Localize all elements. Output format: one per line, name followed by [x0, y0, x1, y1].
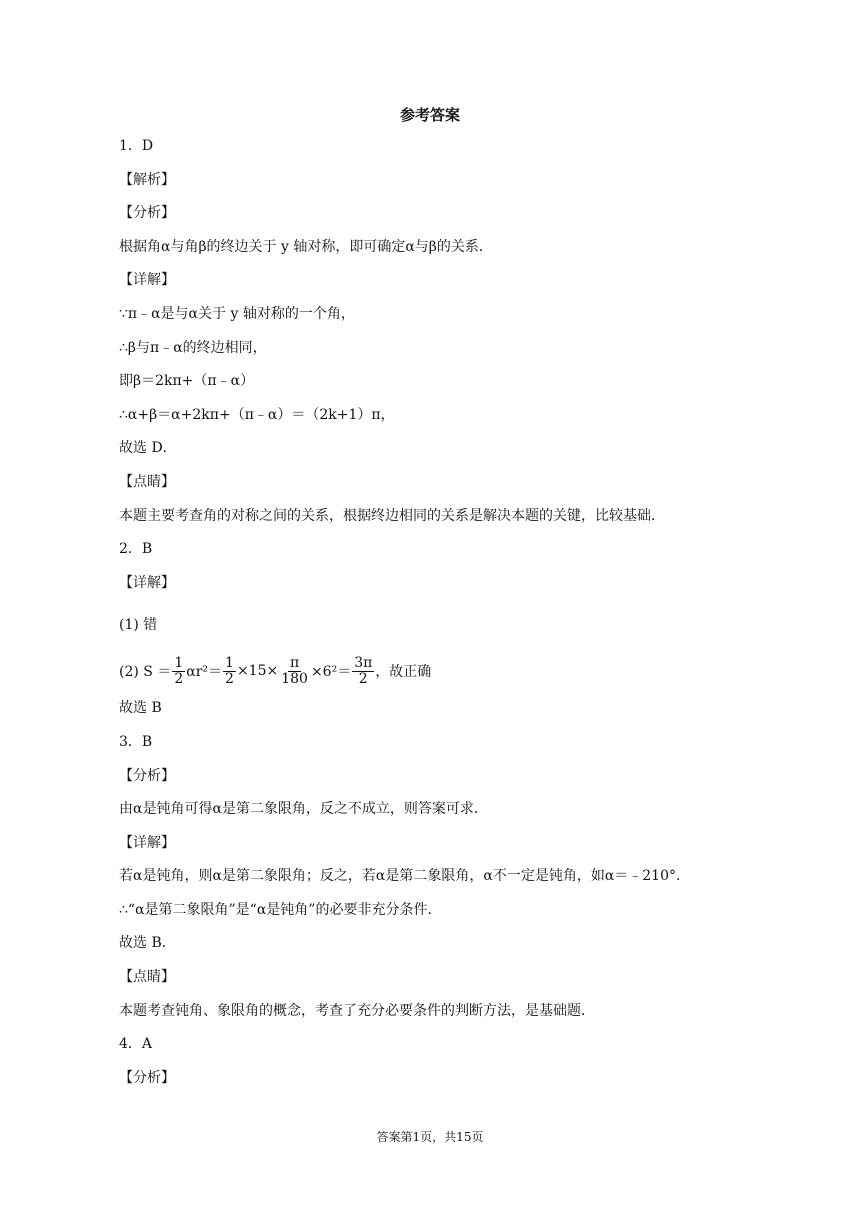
q1-dianjing-text: 本题主要考查角的对称之间的关系，根据终边相同的关系是解决本题的关键，比较基础．	[119, 507, 665, 524]
q1-fenxi-text: 根据角α与角β的终边关于 y 轴对称，即可确定α与β的关系．	[119, 238, 493, 255]
q1-fenxi-heading: 【分析】	[119, 205, 175, 222]
fraction-numerator: 1	[174, 655, 184, 672]
fraction-denominator: 2	[174, 670, 184, 687]
q1-step-1: ∵π﹣α是与α关于 y 轴对称的一个角，	[119, 305, 355, 322]
fraction-denominator: 2	[358, 670, 368, 687]
q3-step-1: 若α是钝角，则α是第二象限角；反之，若α是第二象限角，α不一定是钝角，如α＝﹣210°．	[119, 868, 690, 885]
q1-step-2: ∴β与π﹣α的终边相同，	[119, 339, 267, 356]
formula-prefix: (2) S ＝	[119, 664, 172, 681]
q1-answer: 1．D	[119, 138, 154, 154]
q1-dianjing-heading: 【点睛】	[119, 473, 175, 490]
q1-choice: 故选 D．	[119, 440, 177, 457]
fraction-half-1	[172, 656, 185, 686]
q3-choice: 故选 B．	[119, 935, 176, 952]
formula-suffix: ，故正确	[375, 664, 432, 681]
formula-alpha-r2: αr²＝	[186, 664, 223, 681]
page-title: 参考答案	[399, 106, 460, 124]
fraction-numerator: π	[289, 655, 300, 672]
q4-answer: 4．A	[119, 1036, 153, 1053]
q2-answer: 2．B	[119, 541, 153, 558]
q2-xiangjie-heading: 【详解】	[119, 574, 175, 591]
formula-times-15: ×15×	[236, 663, 279, 680]
q3-dianjing-text: 本题考查钝角、象限角的概念，考查了充分必要条件的判断方法，是基础题．	[119, 1002, 595, 1019]
q3-fenxi-heading: 【分析】	[119, 767, 175, 784]
fraction-numerator: 3π	[354, 655, 373, 672]
fraction-denominator: 2	[225, 670, 234, 687]
q3-answer: 3．B	[119, 733, 153, 750]
q3-fenxi-text: 由α是钝角可得α是第二象限角，反之不成立，则答案可求．	[119, 801, 488, 818]
q2-formula-line	[119, 645, 749, 697]
formula-times-36: ×6²＝	[310, 664, 352, 681]
q3-step-2: ∴“α是第二象限角”是“α是钝角”的必要非充分条件．	[119, 901, 442, 918]
fraction-numerator: 1	[225, 655, 234, 672]
q4-fenxi-heading: 【分析】	[119, 1069, 175, 1086]
q3-xiangjie-heading: 【详解】	[119, 834, 175, 851]
q1-xiangjie-heading: 【详解】	[119, 272, 175, 289]
q1-jiexi-heading: 【解析】	[119, 171, 175, 188]
fraction-pi-180	[279, 656, 310, 686]
q1-step-4: ∴α+β＝α+2kπ+（π﹣α）＝（2k+1）π，	[119, 406, 395, 423]
q1-step-3: 即β＝2kπ+（π﹣α）	[119, 373, 255, 390]
q2-choice: 故选 B	[119, 700, 162, 717]
fraction-denominator: 180	[281, 670, 308, 687]
answer-content	[119, 135, 749, 1100]
page-footer: 答案第1页，共15页	[376, 1130, 484, 1144]
q3-dianjing-heading: 【点睛】	[119, 969, 175, 986]
fraction-3pi-2	[352, 656, 374, 686]
fraction-half-2	[223, 656, 236, 686]
q2-item-1: (1) 错	[119, 617, 158, 634]
